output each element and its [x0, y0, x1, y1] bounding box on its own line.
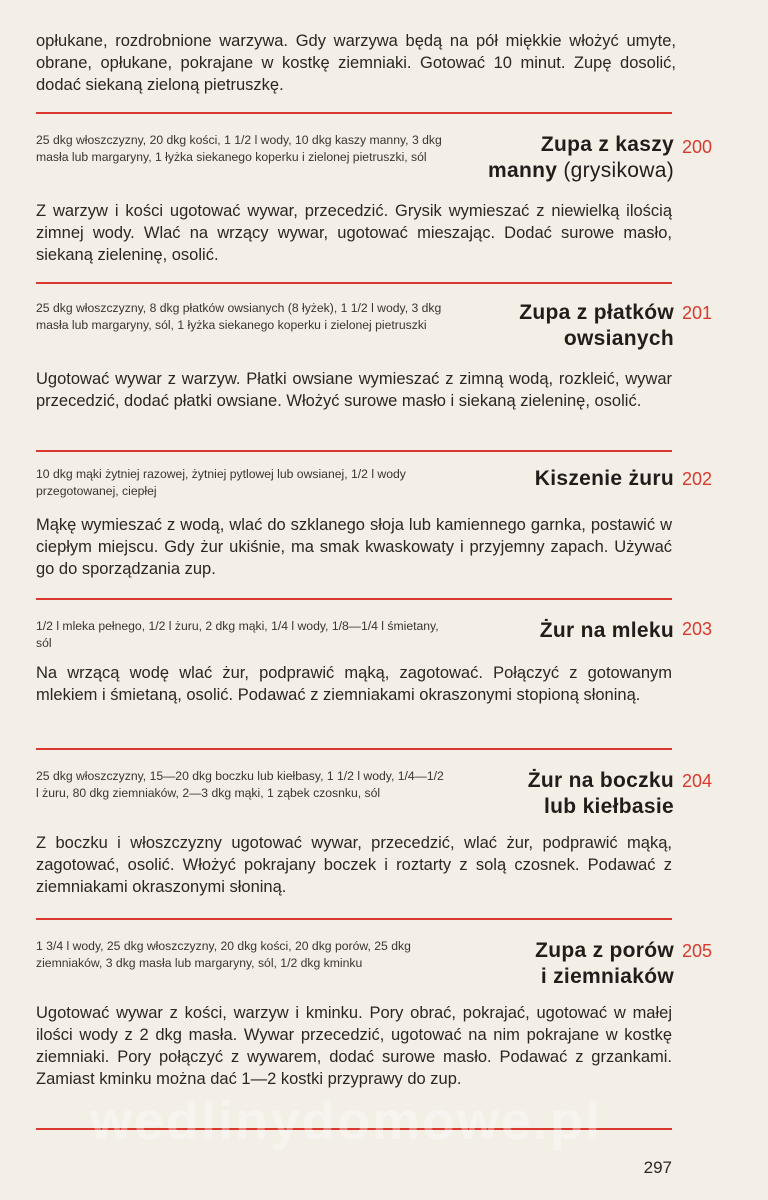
recipe-title-line1: Zupa z porów	[535, 939, 674, 962]
recipe-title-line1: Żur na mleku	[539, 619, 674, 642]
recipe-title-line1: Kiszenie żuru	[534, 467, 674, 490]
recipe-ingredients: 25 dkg włoszczyzny, 15—20 dkg boczku lub kiełbasy, 1 1/2 l wody, 1/4—1/2 l żuru, 80 dkg ziemniaków, 2—3 dkg mąki, 1 ząbek czosnku, sól	[36, 769, 444, 800]
recipe-ingredients: 1 3/4 l wody, 25 dkg włoszczyzny, 20 dkg kości, 20 dkg porów, 25 dkg ziemniaków, 3 dkg masła lub margaryny, sól, 1/2 dkg kminku	[36, 939, 411, 970]
recipe-title-line1: Zupa z płatków	[519, 301, 674, 324]
divider-rule	[36, 598, 672, 600]
recipe-title-line2-rest: (grysikowa)	[557, 159, 674, 182]
recipe-title	[434, 768, 674, 820]
recipe-number: 200	[682, 137, 713, 157]
recipe-title-line1: Żur na boczku	[527, 769, 674, 792]
recipe-title-line1: Zupa z kaszy	[540, 133, 674, 156]
recipe-ingredients: 25 dkg włoszczyzny, 8 dkg płatków owsianych (8 łyżek), 1 1/2 l wody, 3 dkg masła lub margaryny, sól, 1 łyżka siekanego koperku i zielonej pietruszki	[36, 301, 442, 332]
recipe-instructions: Ugotować wywar z kości, warzyw i kminku. Pory obrać, pokrajać, ugotować w małej ilości wody z 2 dkg masła. Wywar przecedzić, ugotować na nim pokrajane w kostkę ziemniaki. Pory połączyć z wywarem, dodać surowe masło. Podawać z grzankami. Zamiast kminku można dać 1—2 kostki przyprawy do zup.	[36, 1004, 672, 1088]
recipe-number: 204	[682, 771, 713, 791]
recipe-number: 201	[682, 303, 713, 323]
divider-rule	[36, 748, 672, 750]
recipe-title	[434, 618, 674, 644]
recipe-instructions: Ugotować wywar z warzyw. Płatki owsiane wymieszać z zimną wodą, rozkleić, wywar przecedzić, dodać płatki owsiane. Włożyć surowe masło i siekaną zieleninę, osolić.	[36, 370, 672, 410]
recipe-instructions: Na wrzącą wodę wlać żur, podprawić mąką, zagotować. Połączyć z gotowanym mlekiem i śmietaną, osolić. Podawać z ziemniakami okraszonymi stopioną słoniną.	[36, 664, 672, 704]
recipe-title-line2: owsianych	[563, 327, 674, 350]
divider-rule	[36, 450, 672, 452]
recipe-title-line2: lub kiełbasie	[544, 795, 674, 818]
recipe-title-line2: i ziemniaków	[540, 965, 674, 988]
recipe-ingredients: 10 dkg mąki żytniej razowej, żytniej pytlowej lub owsianej, 1/2 l wody przegotowanej, ciepłej	[36, 467, 406, 498]
recipe-number: 205	[682, 941, 713, 961]
recipe-title	[434, 132, 674, 184]
recipe-title	[434, 938, 674, 990]
recipe-title	[434, 300, 674, 352]
divider-rule	[36, 918, 672, 920]
recipe-number: 203	[682, 619, 713, 639]
recipe-ingredients: 25 dkg włoszczyzny, 20 dkg kości, 1 1/2 l wody, 10 dkg kaszy manny, 3 dkg masła lub margaryny, 1 łyżka siekanego koperku i zielonej pietruszki, sól	[36, 133, 442, 164]
recipe-title	[434, 466, 674, 492]
divider-rule	[36, 112, 672, 114]
recipe-title-line2	[434, 158, 674, 184]
recipe-ingredients: 1/2 l mleka pełnego, 1/2 l żuru, 2 dkg mąki, 1/4 l wody, 1/8—1/4 l śmietany, sól	[36, 619, 439, 650]
watermark: wedlinydomowe.pl	[90, 1091, 603, 1151]
recipe-instructions: Z boczku i włoszczyzny ugotować wywar, przecedzić, wlać żur, podprawić mąką, zagotować, osolić. Włożyć pokrajany boczek i roztarty z solą czosnek. Podawać z ziemniakami okraszonymi słoniną.	[36, 834, 672, 896]
page-number: 297	[643, 1158, 672, 1177]
intro-paragraph: opłukane, rozdrobnione warzywa. Gdy warzywa będą na pół miękkie włożyć umyte, obrane, opłukane, pokrajane w kostkę ziemniaki. Gotować 10 minut. Zupę dosolić, dodać siekaną zieloną pietruszkę.	[36, 32, 676, 94]
divider-rule	[36, 282, 672, 284]
recipe-instructions: Z warzyw i kości ugotować wywar, przecedzić. Grysik wymieszać z niewielką ilością zimnej wody. Wlać na wrzący wywar, ugotować mieszając. Dodać surowe masło, siekaną zieleninę, osolić.	[36, 202, 672, 264]
recipe-instructions: Mąkę wymieszać z wodą, wlać do szklanego słoja lub kamiennego garnka, postawić w ciepłym miejscu. Gdy żur ukiśnie, ma smak kwaskowaty i przyjemny zapach. Używać go do sporządzania zup.	[36, 516, 672, 578]
recipe-title-line2-bold: manny	[488, 159, 558, 182]
recipe-number: 202	[682, 469, 713, 489]
